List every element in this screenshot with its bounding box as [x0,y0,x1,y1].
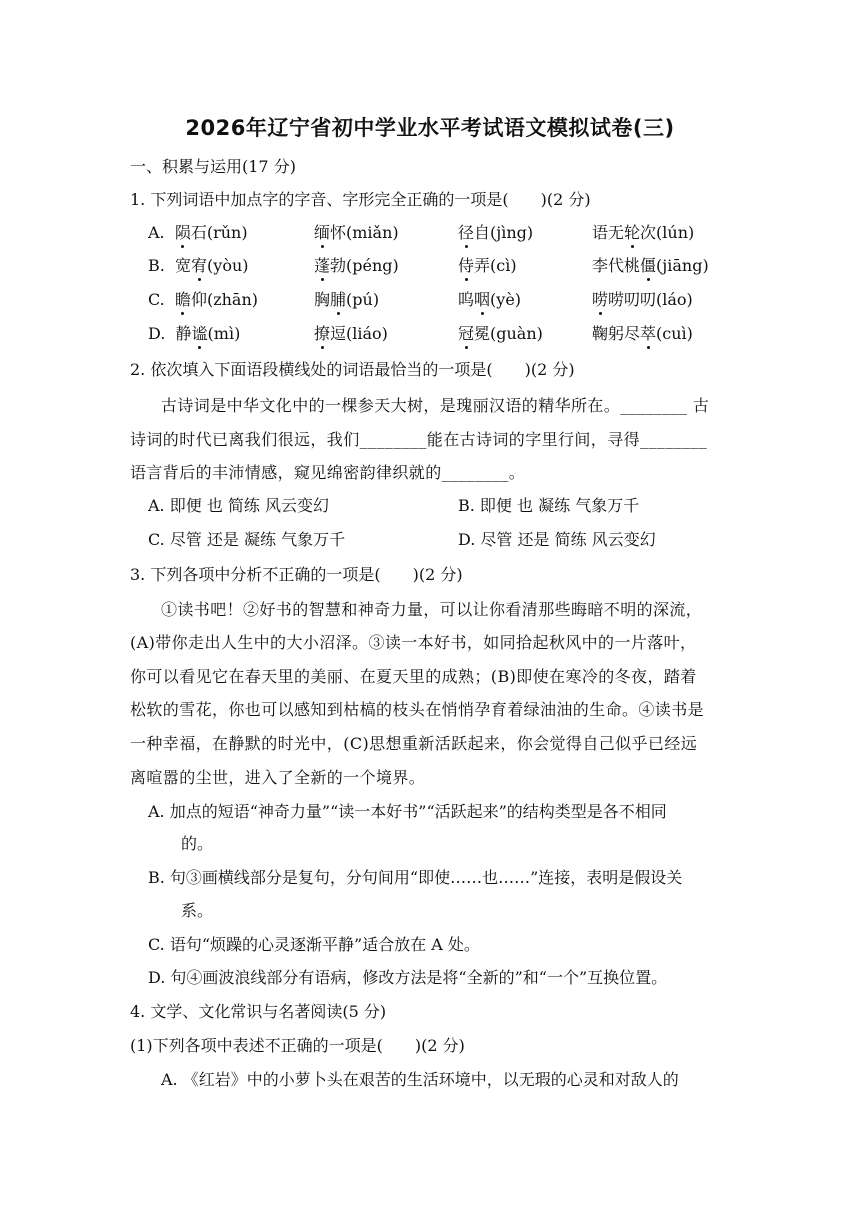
question-3-stem: 3. 下列各项中分析不正确的一项是( )(2 分) [130,565,463,584]
q2-option-c: C. 尽管 还是 凝练 气象万千 [148,530,346,549]
q1-b-1: B. 宽宥(yòu) [148,256,249,275]
q1-c-1: C. 瞻仰(zhān) [148,290,259,309]
q3-passage-line-4: 松软的雪花，你也可以感知到枯槁的枝头在悄悄孕育着绿油油的生命。④读书是 [130,700,705,719]
exam-title: 2026年辽宁省初中学业水平考试语文模拟试卷(三) [185,116,675,140]
q2-passage-line-1: 古诗词是中华文化中的一棵参天大树，是瑰丽汉语的精华所在。________ 古 [161,396,710,415]
q3-option-b-line-1: B. 句③画横线部分是复句，分句间用“即使……也……”连接，表明是假设关 [148,868,683,887]
q1-b-3: 侍弄(cì) [458,256,517,275]
q1-d-3: 冠冕(guàn) [458,324,543,343]
q2-option-b: B. 即便 也 凝练 气象万千 [458,496,640,515]
q1-a-3: 径自(jìng) [458,223,534,242]
q4-sub1-option-a: A. 《红岩》中的小萝卜头在艰苦的生活环境中，以无瑕的心灵和对敌人的 [161,1070,679,1089]
question-2-stem: 2. 依次填入下面语段横线处的词语最恰当的一项是( )(2 分) [130,360,575,379]
q4-subquestion-1: (1)下列各项中表述不正确的一项是( )(2 分) [130,1036,465,1055]
q2-passage-line-2: 诗词的时代已离我们很远，我们________能在古诗词的字里行间，寻得________ [130,430,708,449]
q1-d-4: 鞠躬尽萃(cuì) [592,324,693,343]
q1-d-2: 撩逗(liáo) [314,324,388,343]
q1-c-3: 呜咽(yè) [458,290,522,309]
q3-passage-line-1: ①读书吧！②好书的智慧和神奇力量，可以让你看清那些晦暗不明的深流， [161,600,703,619]
q1-c-2: 胸脯(pú) [314,290,380,309]
q3-option-a-line-2: 的。 [181,834,214,853]
q1-b-4: 李代桃僵(jiāng) [592,256,709,275]
q1-b-2: 蓬勃(péng) [314,256,399,275]
q3-option-b-line-2: 系。 [181,901,214,920]
q3-option-a-line-1: A. 加点的短语“神奇力量”“读一本好书”“活跃起来”的结构类型是各不相同 [148,802,667,821]
q1-c-4: 唠唠叨叨(láo) [592,290,693,309]
q3-passage-line-3: 你可以看见它在春天里的美丽、在夏天里的成熟；(B)即使在寒冷的冬夜，踏着 [130,667,697,686]
q3-passage-line-2: (A)带你走出人生中的大小沼泽。③读一本好书，如同拾起秋风中的一片落叶， [130,633,697,652]
q2-option-a: A. 即便 也 简练 风云变幻 [148,496,329,515]
q3-option-d: D. 句④画波浪线部分有语病，修改方法是将“全新的”和“一个”互换位置。 [148,968,668,987]
section-heading: 一、积累与运用(17 分) [130,157,296,176]
question-1-stem: 1. 下列词语中加点字的字音、字形完全正确的一项是( )(2 分) [130,190,591,209]
q1-a-1: A. 陨石(rǔn) [148,223,248,242]
q1-d-1: D. 静谧(mì) [148,324,241,343]
q2-option-d: D. 尽管 还是 简练 风云变幻 [458,530,656,549]
q1-a-4: 语无轮次(lún) [592,223,695,242]
question-4-stem: 4. 文学、文化常识与名著阅读(5 分) [130,1002,387,1021]
q3-passage-line-5: 一种幸福，在静默的时光中，(C)思想重新活跃起来，你会觉得自己似乎已经远 [130,734,698,753]
q1-a-2: 缅怀(miǎn) [314,223,399,242]
q3-passage-line-6: 离喧嚣的尘世，进入了全新的一个境界。 [130,768,426,787]
q2-passage-line-3: 语言背后的丰沛情感，窥见绵密韵律织就的________。 [130,463,526,482]
q3-option-c: C. 语句“烦躁的心灵逐渐平静”适合放在 A 处。 [148,935,480,954]
